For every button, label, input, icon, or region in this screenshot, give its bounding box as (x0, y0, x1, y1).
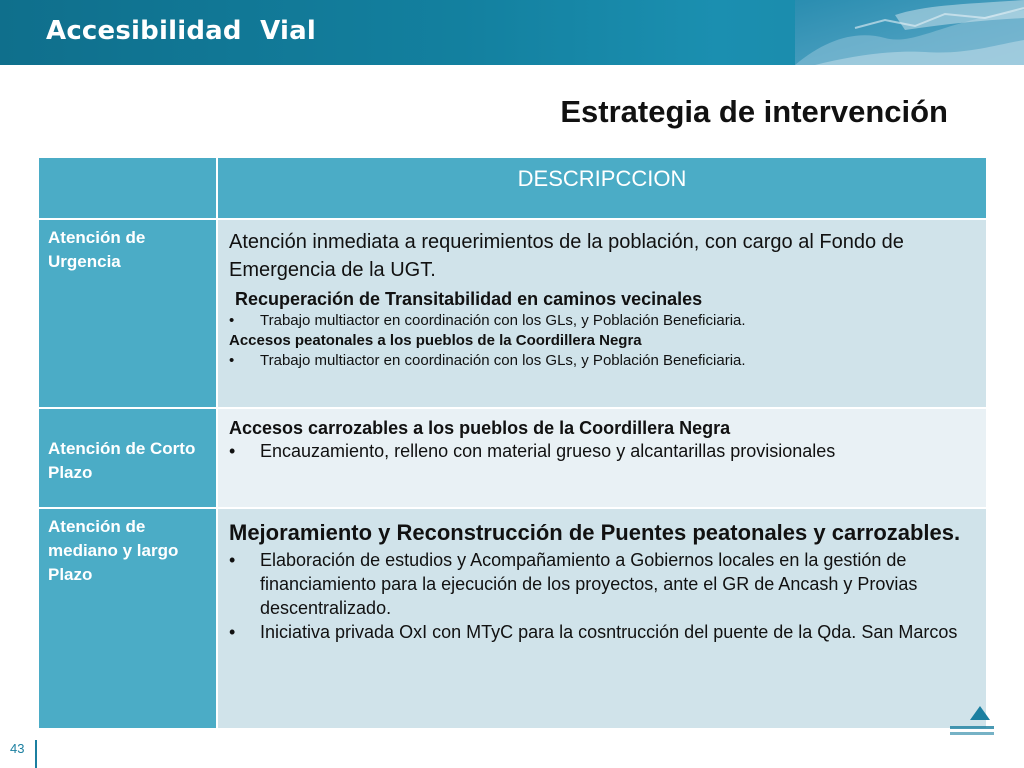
list-item-text: Iniciativa privada OxI con MTyC para la cosntrucción del puente de la Qda. San Marcos (260, 622, 958, 642)
list-item (229, 548, 976, 620)
row-label: Atención de Urgencia (48, 228, 146, 271)
bullet-list (229, 440, 976, 463)
page-number: 43 (10, 741, 25, 756)
row-subtitle: Mejoramiento y Reconstrucción de Puentes peatonales y carrozables. (229, 520, 961, 545)
row-description-cell (217, 219, 987, 408)
list-item (229, 620, 976, 644)
logo-icon (946, 706, 996, 740)
page-title: Estrategia de intervención (560, 94, 948, 129)
header-photo (795, 0, 1024, 65)
list-item-text: Encauzamiento, relleno con material grueso y alcantarillas provisionales (260, 441, 836, 461)
list-item (229, 351, 976, 371)
header-cell-description: DESCRIPCCION (217, 157, 987, 219)
row-label-cell (38, 408, 217, 508)
footer-divider (35, 740, 37, 768)
row-subtitle: Recuperación de Transitabilidad en caminos vecinales (235, 289, 703, 309)
bullet-list (229, 311, 976, 331)
table-row (38, 219, 987, 408)
row-label-cell (38, 508, 217, 729)
header-banner (0, 0, 1024, 65)
bullet-list (229, 351, 976, 371)
bullet-icon: • (229, 550, 236, 570)
row-description-cell (217, 508, 987, 729)
row-subtitle: Accesos peatonales a los pueblos de la Coordillera Negra (229, 332, 642, 349)
row-label-cell (38, 219, 217, 408)
bullet-list (229, 548, 976, 644)
list-item-text: Trabajo multiactor en coordinación con los GLs, y Población Beneficiaria. (260, 312, 746, 329)
row-subtitle: Accesos carrozables a los pueblos de la Coordillera Negra (229, 418, 731, 438)
list-item-text: Elaboración de estudios y Acompañamiento a Gobiernos locales en la gestión de financiamiento para la ejecución de los proyectos, ante el GR de Ancash y Provias descentralizado. (260, 550, 918, 618)
list-item-text: Trabajo multiactor en coordinación con los GLs, y Población Beneficiaria. (260, 352, 746, 369)
table-row (38, 408, 987, 508)
header-title: Accesibilidad Vial (46, 16, 317, 46)
row-description-cell (217, 408, 987, 508)
bullet-icon: • (229, 352, 235, 369)
row-label: Atención de mediano y largo Plazo (48, 517, 179, 584)
strategy-table (37, 156, 988, 730)
bullet-icon: • (229, 622, 236, 642)
bullet-icon: • (229, 441, 236, 461)
list-item (229, 311, 976, 331)
table-header-row (38, 157, 987, 219)
header-cell-empty (38, 157, 217, 219)
row-intro-text: Atención inmediata a requerimientos de la población, con cargo al Fondo de Emergencia de la UGT. (229, 231, 904, 281)
row-label: Atención de Corto Plazo (48, 439, 196, 482)
table-row (38, 508, 987, 729)
list-item (229, 440, 976, 463)
bullet-icon: • (229, 312, 235, 329)
